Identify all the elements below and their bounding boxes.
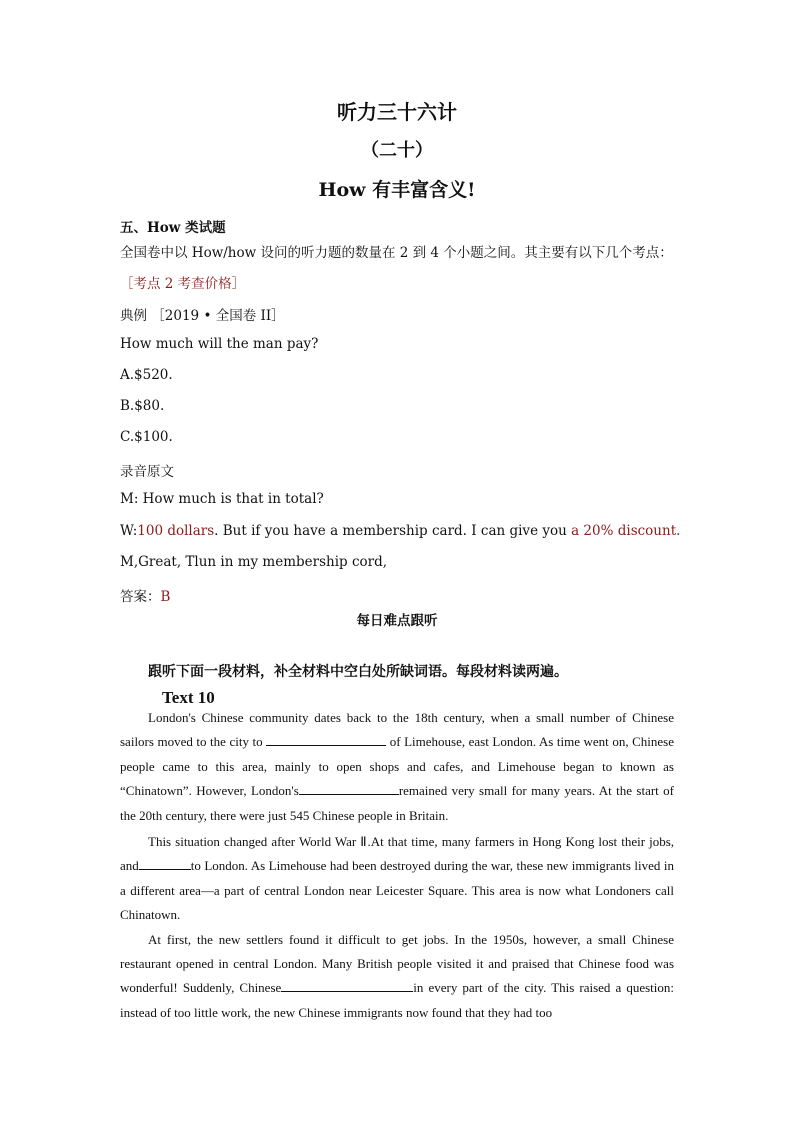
transcript-line-w — [120, 523, 680, 539]
page-heading: How 有丰富含义! — [318, 179, 476, 201]
option-b: B.$80. — [120, 398, 165, 414]
exam-point: ［考点 2 考查价格］ — [120, 276, 246, 292]
p3-part-b: in every part of the city. This raised a question: instead of too little work, the new Chinese immigrants now found that they had too — [120, 980, 674, 1020]
p2-part-b: to London. As Limehouse had been destroyed during the war, these new immigrants lived in a different area—a part of central London near Leicester Square. This area is now what Londoners call Chinatown. — [120, 858, 674, 923]
transcript-line-m2: M,Great, Tlun in my membership cord, — [120, 554, 388, 570]
passage-paragraph-2 — [120, 830, 674, 928]
section-label: 五、How 类试题 — [120, 220, 226, 236]
page-title: 听力三十六计 — [337, 100, 457, 124]
answer-label: 答案： — [120, 589, 161, 605]
passage-paragraph-3 — [120, 928, 674, 1026]
fill-blank-1[interactable] — [266, 731, 386, 746]
passage-paragraph-1 — [120, 706, 674, 828]
p3-part-a: At first, the new settlers found it difficult to get jobs. In the 1950s, however, a small Chinese restaurant opened in central London. Many British people visited it and praised that Chinese food was wonderful! Suddenly, Chinese — [120, 931, 674, 996]
transcript-w-highlight-2: a 20% discount. — [571, 523, 681, 539]
section-description: 全国卷中以 How/how 设问的听力题的数量在 2 到 4 个小题之间。其主要有以下几个考点： — [120, 245, 673, 261]
option-c: C.$100. — [120, 429, 173, 445]
transcript-w-highlight-1: 100 dollars — [137, 523, 215, 539]
transcript-w-middle: . But if you have a membership card. I can give you — [214, 523, 572, 539]
transcript-label: 录音原文 — [120, 464, 174, 480]
question-text: How much will the man pay? — [120, 336, 319, 352]
fill-blank-4[interactable] — [281, 977, 413, 992]
passage — [120, 706, 674, 1025]
p1-part-c: remained very small for many years. At the start of the 20th century, there were just 545 Chinese people in Britain. — [120, 783, 674, 823]
instruction-text: 跟听下面一段材料，补全材料中空白处所缺词语。每段材料读两遍。 — [148, 664, 568, 680]
option-a: A.$520. — [120, 367, 173, 383]
p2-part-a: This situation changed after World War Ⅱ.At that time, many farmers in Hong Kong lost their jobs, and — [120, 834, 674, 874]
fill-blank-2[interactable] — [299, 780, 399, 795]
answer-value: B — [160, 589, 171, 605]
transcript-line-m1: M: How much is that in total? — [120, 491, 324, 507]
page-subtitle: （二十） — [361, 140, 433, 161]
example-label: 典例 ［2019 • 全国卷 II］ — [120, 308, 285, 324]
text-label: Text 10 — [162, 688, 215, 707]
transcript-w-prefix: W: — [120, 523, 138, 539]
daily-title: 每日难点跟听 — [356, 613, 438, 629]
p1-part-b: of Limehouse, east London. As time went on, Chinese people came to this area, mainly to open shops and cafes, and Limehouse began to known as “Chinatown”. However, London's — [120, 734, 675, 799]
answer-line — [120, 585, 170, 605]
p1-part-a: London's Chinese community dates back to the 18th century, when a small number of Chinese sailors moved to the city to — [120, 710, 674, 750]
fill-blank-3[interactable] — [139, 855, 191, 870]
